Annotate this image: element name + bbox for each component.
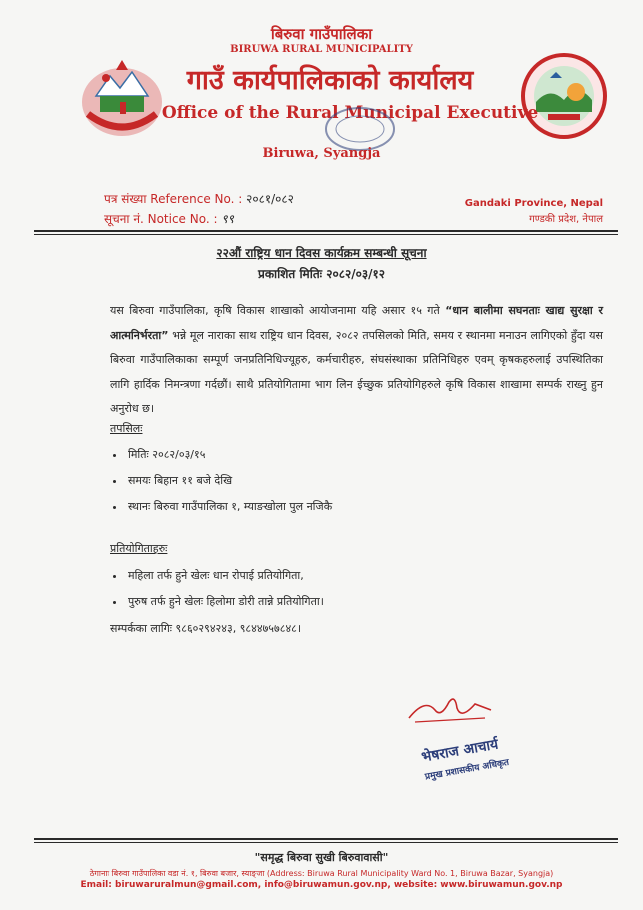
competitions-heading: प्रतियोगिताहरुः: [110, 542, 168, 555]
notice-value: ९९: [221, 212, 234, 226]
details-heading: तपसिलः: [110, 422, 143, 435]
place-name: Biruwa, Syangja: [262, 146, 381, 161]
footer-divider: [34, 838, 618, 840]
competition-men: • पुरुष तर्फ हुने खेलः हिलोमा डोरी तान्ने प्रतियोगिता।: [126, 589, 324, 615]
header-divider: [34, 230, 618, 232]
municipality-name-en: BIRUWA RURAL MUNICIPALITY: [230, 44, 413, 55]
contact-numbers: सम्पर्कका लागिः ९८६०२९४२४३, ९८४४७५७८४८।: [110, 622, 302, 635]
signatory-name: भेषराज आचार्य: [420, 736, 500, 766]
competitions-list: [104, 563, 324, 615]
notice-number: [104, 210, 234, 227]
notice-label: सूचना नं. Notice No. :: [104, 212, 218, 226]
province-en: Gandaki Province, Nepal: [464, 198, 603, 209]
body-part-1: यस बिरुवा गाउँपालिका, कृषि विकास शाखाको आयोजनामा यहि असार १५ गते: [110, 304, 446, 317]
footer-address: ठेगानाः बिरुवा गाउँपालिका वडा नं. १, बिरुवा बजार, स्याङ्जा (Address: Biruwa Rural Municipality Ward No. 1, Biruwa Bazar, Syangja): [89, 869, 554, 878]
reference-label: पत्र संख्या Reference No. :: [104, 192, 243, 206]
footer-slogan: "समृद्ध बिरुवा सुखी बिरुवावासी": [254, 851, 389, 864]
notice-body: [110, 299, 603, 422]
signatory-stamp: [420, 727, 547, 799]
footer-divider-thin: [34, 842, 618, 843]
header-divider-thin: [34, 234, 618, 235]
notice-subject: २२औं राष्ट्रिय धान दिवस कार्यक्रम सम्बन्धी सूचना: [216, 246, 427, 260]
details-list: [104, 442, 332, 520]
competition-women: • महिला तर्फ हुने खेलः धान रोपाई प्रतियोगिता,: [126, 563, 324, 589]
handwritten-signature: [405, 688, 495, 728]
body-part-2: भन्ने मूल नाराका साथ राष्ट्रिय धान दिवस, २०८२ तपसिलको मिति, समय र स्थानमा मनाउन लागिएको हुँदा यस बिरुवा गाउँपालिकाका सम्पूर्ण जनप्रतिनिधिज्यूहरु, कर्मचारीहरु, संघसंस्थाका प्रतिनिधिहरु एवम् कृषकहरुलाई उपस्थितिका लागि हार्दिक निमन्त्रणा गर्दछौं। साथै प्रतियोगितामा भाग लिन ईच्छुक प्रतियोगिहरुले कृषि विकास शाखामा सम्पर्क राख्नु हुन अनुरोध छ।: [110, 328, 603, 415]
detail-time: • समयः बिहान ११ बजे देखि: [126, 468, 332, 494]
detail-venue: • स्थानः बिरुवा गाउँपालिका १, म्याङखोला पुल नजिकै: [126, 494, 332, 520]
office-title-en: Office of the Rural Municipal Executive: [161, 103, 539, 123]
province-np: गण्डकी प्रदेश, नेपाल: [529, 214, 603, 225]
signatory-title: प्रमुख प्रशासकीय अधिकृत: [424, 757, 510, 783]
reference-number: [104, 190, 294, 207]
office-title-np: गाउँ कार्यपालिकाको कार्यालय: [186, 65, 474, 96]
detail-date: • मितिः २०८२/०३/१५: [126, 442, 332, 468]
reference-value: २०८१/०८२: [246, 192, 294, 206]
campaign-slogan: “धान बालीमा सघनताः खाद्य सुरक्षा र आत्मनिर्भरता”: [110, 304, 604, 342]
published-date: प्रकाशित मितिः २०८२/०३/१२: [258, 267, 385, 281]
footer-contact-links: Email: biruwaruralmun@gmail.com, info@biruwamun.gov.np, website: www.biruwamun.gov.np: [80, 880, 563, 890]
municipality-name-np: बिरुवा गाउँपालिका: [270, 25, 373, 43]
